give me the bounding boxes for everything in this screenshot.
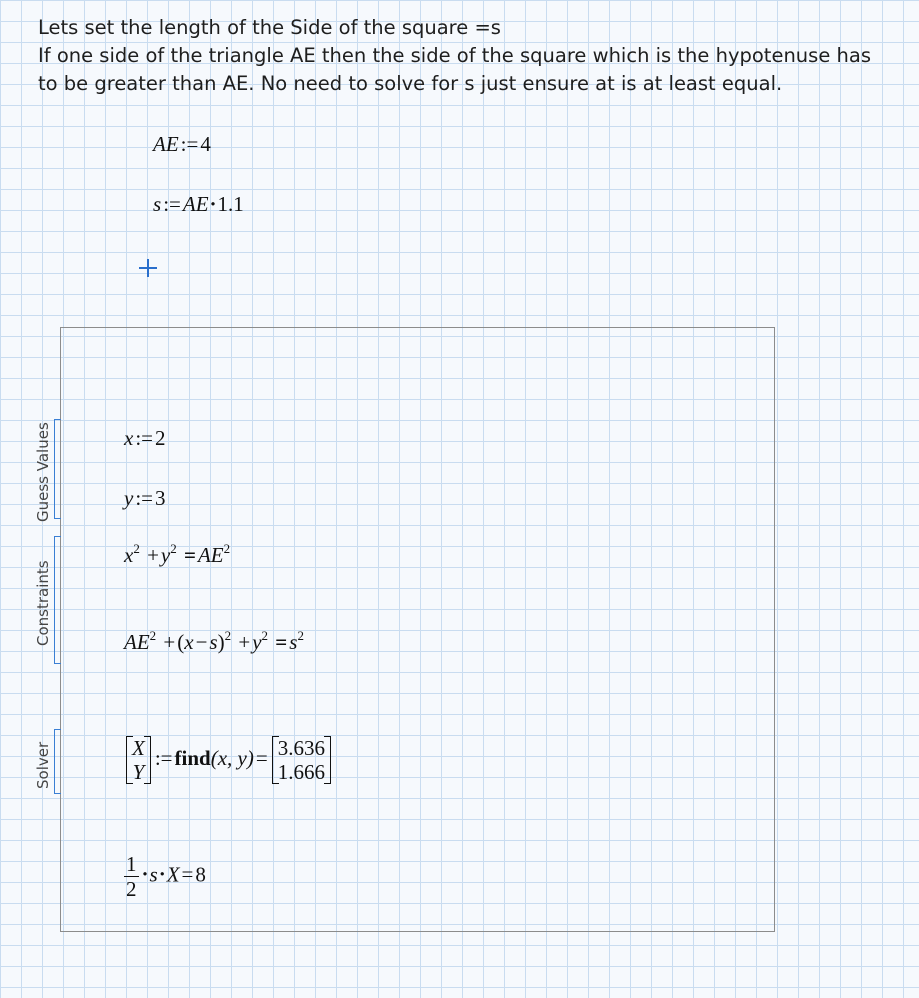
fraction bbox=[124, 852, 139, 901]
s-variable: s bbox=[289, 630, 298, 654]
ae-definition[interactable] bbox=[153, 132, 211, 157]
plus-operator: + bbox=[147, 543, 159, 567]
equality-operator: = bbox=[184, 543, 196, 567]
evaluation-operator: = bbox=[181, 862, 194, 887]
exponent: 2 bbox=[223, 541, 231, 556]
find-function: find bbox=[174, 745, 211, 770]
result-vector-values bbox=[272, 736, 331, 784]
left-paren: ( bbox=[177, 630, 185, 654]
fraction-denominator: 2 bbox=[126, 877, 137, 901]
constraints-bracket bbox=[54, 536, 61, 664]
guess-values-region-label[interactable] bbox=[0, 419, 60, 522]
solver-bracket bbox=[54, 729, 61, 794]
ae-reference: AE bbox=[182, 192, 209, 216]
ae-reference: AE bbox=[197, 543, 224, 567]
s-variable: s bbox=[209, 630, 218, 654]
equality-operator: = bbox=[275, 630, 288, 654]
s-variable: s bbox=[149, 862, 158, 887]
x-variable: x bbox=[124, 543, 134, 567]
assign-operator: := bbox=[154, 745, 173, 770]
constraint-1[interactable] bbox=[124, 543, 230, 568]
evaluation-operator: = bbox=[255, 745, 268, 770]
X-variable: X bbox=[166, 862, 180, 887]
y-variable: y bbox=[160, 543, 171, 567]
multiply-operator: · bbox=[209, 192, 217, 216]
constraints-label: Constraints bbox=[34, 560, 52, 646]
result-y-value: 1.666 bbox=[277, 760, 325, 784]
guess-values-label: Guess Values bbox=[34, 422, 52, 522]
ae-variable: AE bbox=[153, 132, 179, 156]
y-variable: y bbox=[124, 486, 134, 510]
X-variable: X bbox=[132, 736, 145, 760]
exponent: 2 bbox=[149, 628, 157, 643]
exponent: 2 bbox=[261, 628, 269, 643]
find-arguments: (x, y) bbox=[210, 745, 254, 770]
instruction-line-1: Lets set the length of the Side of the square =s bbox=[38, 16, 501, 39]
result-x-value: 3.636 bbox=[277, 736, 325, 760]
ae-value: 4 bbox=[200, 132, 211, 156]
solver-label: Solver bbox=[34, 741, 52, 789]
plus-operator: + bbox=[238, 630, 251, 654]
exponent: 2 bbox=[133, 541, 140, 556]
plus-operator: + bbox=[163, 630, 176, 654]
minus-operator: − bbox=[195, 630, 208, 654]
right-paren: ) bbox=[217, 630, 225, 654]
guess-x[interactable] bbox=[124, 426, 166, 451]
guess-y[interactable] bbox=[124, 486, 166, 511]
area-result: 8 bbox=[195, 862, 206, 887]
assign-operator: := bbox=[135, 426, 154, 450]
constraints-region-label[interactable] bbox=[0, 536, 60, 664]
s-factor: 1.1 bbox=[217, 192, 244, 216]
find-solver-equation[interactable] bbox=[124, 736, 333, 784]
fraction-numerator: 1 bbox=[126, 852, 137, 876]
x-variable: x bbox=[124, 426, 134, 450]
instruction-text-region[interactable] bbox=[38, 14, 908, 98]
x-guess-value: 2 bbox=[155, 426, 166, 450]
multiply-operator: · bbox=[141, 862, 149, 887]
s-variable: s bbox=[153, 192, 162, 216]
Y-variable: Y bbox=[132, 760, 145, 784]
area-expression[interactable] bbox=[124, 852, 206, 901]
instruction-line-3: to be greater than AE. No need to solve for s just ensure at is at least equal. bbox=[38, 72, 783, 95]
result-vector-lhs bbox=[126, 736, 151, 784]
assign-operator: := bbox=[135, 486, 154, 510]
multiply-operator: · bbox=[158, 862, 166, 887]
solver-region-label[interactable] bbox=[0, 729, 60, 794]
guess-values-bracket bbox=[54, 419, 61, 519]
exponent: 2 bbox=[170, 541, 177, 556]
exponent: 2 bbox=[224, 628, 232, 643]
y-guess-value: 3 bbox=[155, 486, 166, 510]
ae-reference: AE bbox=[124, 630, 150, 654]
s-definition[interactable] bbox=[153, 192, 244, 217]
exponent: 2 bbox=[297, 628, 304, 643]
instruction-line-2: If one side of the triangle AE then the side of the square which is the hypotenuse has bbox=[38, 44, 871, 67]
y-variable: y bbox=[252, 630, 262, 654]
x-variable: x bbox=[184, 630, 194, 654]
constraint-2[interactable] bbox=[124, 630, 304, 655]
assign-operator: := bbox=[163, 192, 181, 216]
insertion-cursor-icon[interactable] bbox=[138, 258, 158, 278]
assign-operator: := bbox=[180, 132, 199, 156]
